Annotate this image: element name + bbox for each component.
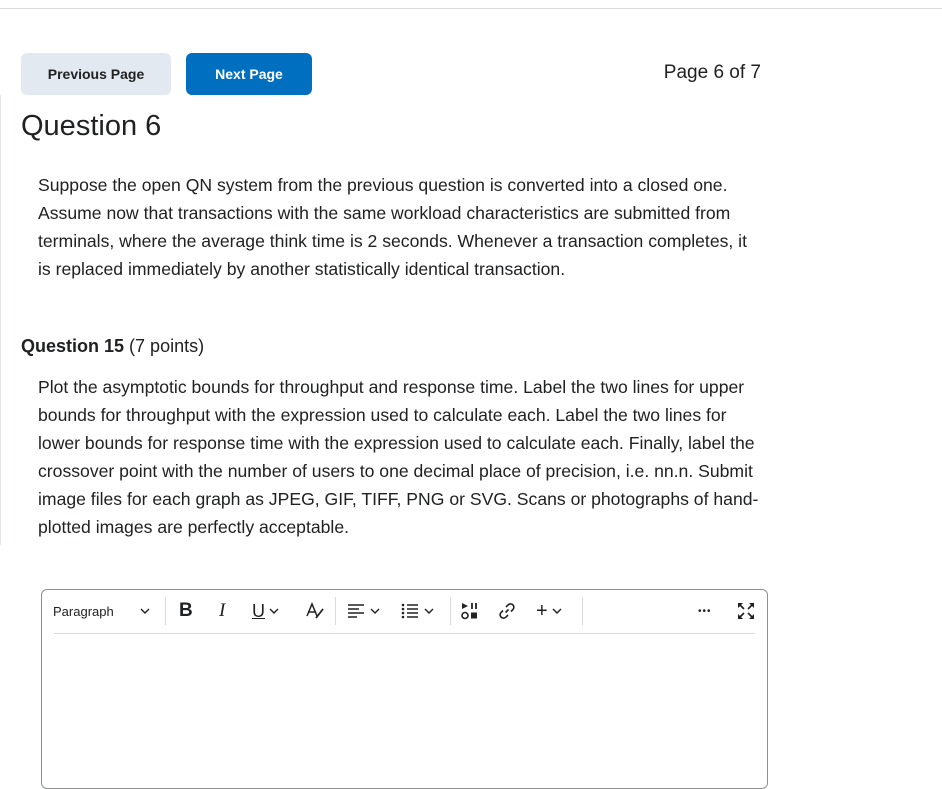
bold-button[interactable] (179, 598, 193, 624)
subquestion-title: Question 15 (21, 336, 125, 356)
page-indicator: Page 6 of 7 (663, 62, 761, 83)
question-prompt: Suppose the open QN system from the previous question is converted into a closed one. Assume now that transactions with the same workload characteristics are submitted from terminals, where the average think time is 2 seconds. Whenever a transaction completes, it is replaced immediately by another statistically identical transaction. (38, 175, 747, 279)
more-icon: ••• (698, 605, 712, 617)
editor-toolbar (42, 590, 767, 632)
block-format-dropdown[interactable] (53, 598, 150, 624)
rich-text-editor[interactable] (41, 589, 768, 789)
plus-icon: + (536, 599, 548, 622)
align-icon (346, 602, 366, 620)
next-page-button[interactable]: Next Page (186, 53, 312, 95)
chevron-down-icon (424, 606, 434, 616)
block-format-label: Paragraph (53, 603, 114, 619)
toolbar-divider (582, 597, 583, 625)
italic-button[interactable] (219, 598, 225, 624)
text-color-icon (304, 601, 326, 621)
subquestion-prompt: Plot the asymptotic bounds for throughput and response time. Label the two lines for upper bounds for throughput with the expression used to calculate each. Label the two lines for lower bounds for response time with the expression used to calculate each. Finally, label the crossover point with the number of users to one decimal place of precision, i.e. nn.n. Submit image files for each graph as JPEG, GIF, TIFF, PNG or SVG. Scans or photographs of hand-plotted images are perfectly acceptable. (38, 377, 759, 537)
fullscreen-icon (736, 601, 756, 621)
insert-media-button[interactable] (460, 598, 480, 624)
text-color-button[interactable] (304, 598, 326, 624)
chevron-down-icon (269, 606, 279, 616)
toolbar-separator (54, 633, 755, 634)
chevron-down-icon (140, 606, 150, 616)
italic-icon: I (219, 600, 226, 621)
left-edge-divider (0, 95, 1, 545)
link-icon (497, 601, 517, 621)
underline-icon: U (252, 600, 265, 621)
question-heading: Question 6 (21, 110, 162, 142)
underline-button[interactable] (252, 598, 279, 624)
toolbar-divider (165, 597, 166, 625)
list-button[interactable] (400, 598, 434, 624)
toolbar-divider (335, 597, 336, 625)
subquestion-heading (21, 336, 204, 357)
fullscreen-button[interactable] (736, 598, 756, 624)
chevron-down-icon (370, 606, 380, 616)
toolbar-divider (450, 597, 451, 625)
more-options-button[interactable] (698, 598, 712, 624)
list-icon (400, 602, 420, 620)
bold-icon: B (179, 600, 193, 621)
insert-more-button[interactable] (536, 598, 562, 624)
chevron-down-icon (552, 606, 562, 616)
insert-media-icon (460, 601, 480, 621)
align-button[interactable] (346, 598, 380, 624)
subquestion-points: (7 points) (129, 336, 205, 356)
previous-page-button[interactable]: Previous Page (21, 53, 171, 95)
insert-link-button[interactable] (497, 598, 517, 624)
top-divider (0, 8, 942, 9)
